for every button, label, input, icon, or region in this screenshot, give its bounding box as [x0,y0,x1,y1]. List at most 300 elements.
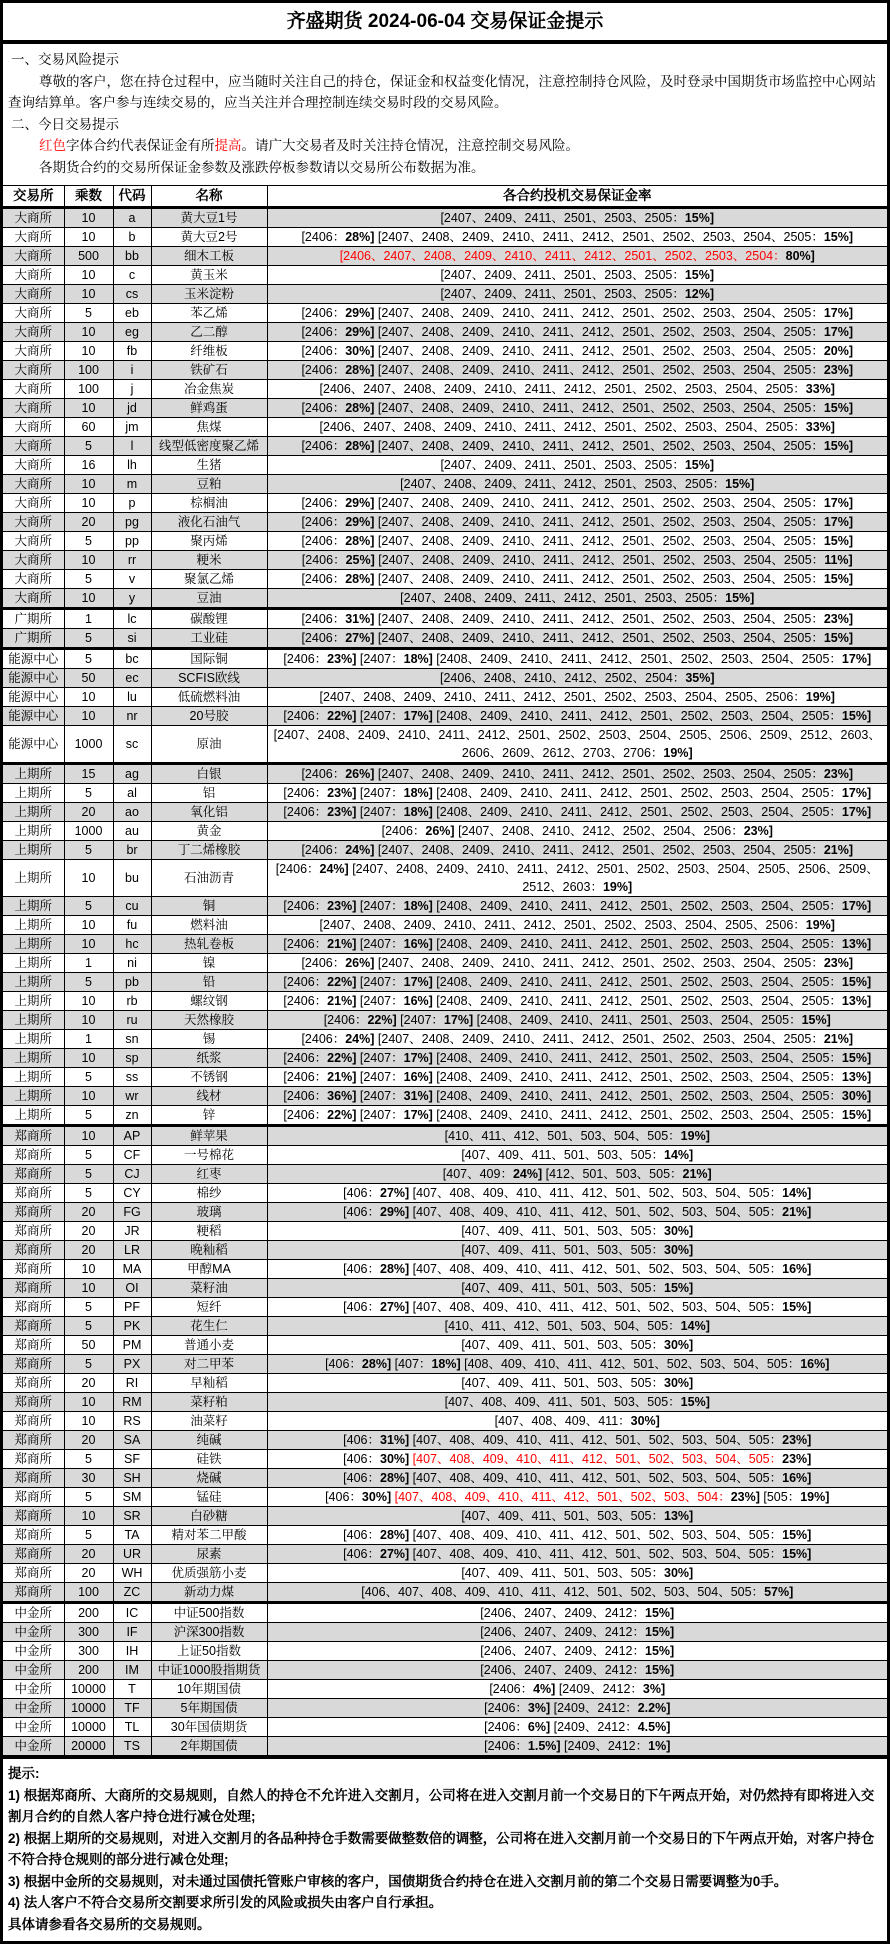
rate-segment: [2407：17%] [359,709,433,723]
multiplier-cell: 10 [64,1049,113,1068]
exchange-cell: 上期所 [3,764,64,784]
table-row [3,1661,887,1680]
rate-segment: [2406：22%] [283,1108,357,1122]
code-cell: c [113,266,151,285]
margin-rate-cell [267,513,887,532]
exchange-cell: 上期所 [3,1106,64,1126]
exchange-cell: 上期所 [3,803,64,822]
risk-section-title: 一、交易风险提示 [11,52,119,67]
name-cell: 豆粕 [151,475,267,494]
table-row [3,1699,887,1718]
margin-rate-cell [267,1184,887,1203]
rate-segment: [407、409、411、501、503、505：14%] [461,1148,694,1162]
table-row [3,1526,887,1545]
table-row [3,1184,887,1203]
name-cell: 锡 [151,1030,267,1049]
table-row [3,1011,887,1030]
page-title: 齐盛期货 2024-06-04 交易保证金提示 [3,3,887,44]
name-cell: 镍 [151,954,267,973]
margin-rate-cell [267,1126,887,1146]
margin-rate-cell [267,841,887,860]
multiplier-cell: 10 [64,323,113,342]
table-row [3,1146,887,1165]
table-row [3,266,887,285]
table-row [3,954,887,973]
table-row [3,1030,887,1049]
multiplier-cell: 20 [64,1241,113,1260]
exchange-cell: 郑商所 [3,1355,64,1374]
margin-rate-cell [267,1583,887,1603]
rate-segment: [407、409、411、501、503、505：15%] [461,1281,694,1295]
table-row [3,1431,887,1450]
rate-segment: [2407、2409、2411、2501、2503、2505：12%] [440,287,715,301]
name-cell: 优质强筋小麦 [151,1564,267,1583]
exchange-cell: 能源中心 [3,688,64,707]
rate-segment: [2407：16%] [359,1070,433,1084]
exchange-cell: 郑商所 [3,1184,64,1203]
code-cell: WH [113,1564,151,1583]
code-cell: wr [113,1087,151,1106]
rate-segment: [2406：22%] [283,975,357,989]
rate-segment: [2406：1.5%] [484,1739,561,1753]
code-cell: MA [113,1260,151,1279]
rate-segment: [2407、2409、2411、2501、2503、2505：15%] [440,458,715,472]
code-cell: SA [113,1431,151,1450]
code-cell: T [113,1680,151,1699]
table-row [3,784,887,803]
multiplier-cell: 10 [64,707,113,726]
rate-segment: [2406：26%] [381,824,455,838]
rate-segment: [407、408、409、410、411、412、501、502、503、504、505：15%] [412,1528,812,1542]
rate-segment: [2407、2408、2409、2410、2411、2412、2501、2502、2503、2504、2505：23%] [377,612,854,626]
rate-segment: [2408、2409、2410、2411、2412、2501、2502、2503、2504、2505：30%] [436,1089,872,1103]
rate-segment: [2408、2409、2410、2411、2412、2501、2502、2503、2504、2505：17%] [436,786,872,800]
exchange-cell: 能源中心 [3,669,64,688]
exchange-cell: 大商所 [3,361,64,380]
margin-rate-cell [267,1431,887,1450]
margin-rate-cell [267,437,887,456]
rate-segment: [2406、2407、2409、2412：15%] [480,1606,675,1620]
margin-table-header [3,186,887,208]
exchange-cell: 郑商所 [3,1526,64,1545]
rate-segment: [406：30%] [343,1452,410,1466]
multiplier-cell: 10 [64,1412,113,1431]
exchange-cell: 能源中心 [3,726,64,764]
exchange-cell: 大商所 [3,380,64,399]
rate-segment: [2407、2408、2409、2410、2411、2412、2501、2502、2503、2504、2505：17%] [377,496,854,510]
rate-segment: [410、411、412、501、503、504、505：19%] [444,1129,710,1143]
multiplier-cell: 10 [64,916,113,935]
multiplier-cell: 5 [64,629,113,649]
margin-rate-cell [267,589,887,609]
table-row [3,1737,887,1756]
multiplier-cell: 200 [64,1661,113,1680]
exchange-cell: 中金所 [3,1642,64,1661]
code-cell: cu [113,897,151,916]
table-row [3,1165,887,1184]
multiplier-cell: 10000 [64,1680,113,1699]
table-row [3,1049,887,1068]
name-cell: 黄玉米 [151,266,267,285]
multiplier-cell: 10 [64,688,113,707]
code-cell: PX [113,1355,151,1374]
margin-rate-cell [267,764,887,784]
rate-segment: [2407、2408、2409、2410、2411、2412、2501、2502、2503、2504、2505：15%] [377,230,854,244]
name-cell: 低硫燃料油 [151,688,267,707]
margin-rate-cell [267,1737,887,1756]
table-row [3,649,887,669]
code-cell: hc [113,935,151,954]
multiplier-cell: 500 [64,247,113,266]
code-cell: si [113,629,151,649]
rate-segment: [2408、2409、2410、2411、2412、2501、2502、2503、2504、2505：13%] [436,994,872,1008]
exchange-cell: 郑商所 [3,1412,64,1431]
multiplier-cell: 5 [64,1068,113,1087]
note-text: 提高 [214,138,242,153]
code-cell: au [113,822,151,841]
code-cell: lh [113,456,151,475]
code-cell: lu [113,688,151,707]
rate-segment: [407、409、411、501、503、505：30%] [461,1376,694,1390]
name-cell: 聚丙烯 [151,532,267,551]
code-cell: RI [113,1374,151,1393]
name-cell: 石油沥青 [151,860,267,897]
multiplier-cell: 5 [64,841,113,860]
margin-rate-cell [267,649,887,669]
table-row [3,437,887,456]
exchange-cell: 郑商所 [3,1450,64,1469]
margin-rate-cell [267,551,887,570]
intro-section [3,44,887,185]
margin-rate-cell [267,822,887,841]
rate-segment: [406：27%] [343,1547,410,1561]
margin-rate-cell [267,361,887,380]
name-cell: 线材 [151,1087,267,1106]
exchange-cell: 大商所 [3,228,64,247]
code-cell: PF [113,1298,151,1317]
exchange-cell: 大商所 [3,266,64,285]
rate-segment: [407、408、409、411：30%] [494,1414,660,1428]
exchange-cell: 郑商所 [3,1564,64,1583]
code-cell: eb [113,304,151,323]
name-cell: 玉米淀粉 [151,285,267,304]
name-cell: 鲜苹果 [151,1126,267,1146]
code-cell: IC [113,1603,151,1623]
rate-segment: [2406：21%] [283,994,357,1008]
margin-rate-cell [267,570,887,589]
multiplier-cell: 300 [64,1623,113,1642]
name-cell: 精对苯二甲酸 [151,1526,267,1545]
name-cell: 聚氯乙烯 [151,570,267,589]
exchange-cell: 郑商所 [3,1222,64,1241]
table-row [3,1623,887,1642]
code-cell: bb [113,247,151,266]
code-cell: m [113,475,151,494]
code-cell: RS [113,1412,151,1431]
code-cell: a [113,208,151,228]
rate-segment: [2406：25%] [301,553,375,567]
exchange-cell: 大商所 [3,513,64,532]
exchange-cell: 大商所 [3,494,64,513]
margin-rate-cell [267,860,887,897]
table-row [3,1279,887,1298]
name-cell: 黄大豆1号 [151,208,267,228]
multiplier-cell: 20 [64,1545,113,1564]
rate-segment: [2406：23%] [283,786,357,800]
name-cell: 中证500指数 [151,1603,267,1623]
code-cell: sp [113,1049,151,1068]
multiplier-cell: 60 [64,418,113,437]
name-cell: 铅 [151,973,267,992]
rate-segment: [2406：29%] [301,515,375,529]
rate-segment: [407、409、411、501、503、505：30%] [461,1566,694,1580]
margin-rate-cell [267,494,887,513]
exchange-cell: 广期所 [3,609,64,629]
multiplier-cell: 30 [64,1469,113,1488]
table-row [3,726,887,764]
name-cell: 国际铜 [151,649,267,669]
margin-table [3,185,887,1756]
rate-segment: [407、408、409、411、501、503、505：15%] [444,1395,710,1409]
multiplier-cell: 10000 [64,1699,113,1718]
multiplier-cell: 10 [64,266,113,285]
multiplier-cell: 5 [64,784,113,803]
table-row [3,1222,887,1241]
exchange-cell: 上期所 [3,992,64,1011]
code-cell: sc [113,726,151,764]
name-cell: 苯乙烯 [151,304,267,323]
name-cell: 2年期国债 [151,1737,267,1756]
exchange-cell: 大商所 [3,342,64,361]
multiplier-cell: 10 [64,551,113,570]
rate-segment: [407、408、409、410、411、412、501、502、503、504、505：16%] [412,1471,812,1485]
multiplier-cell: 5 [64,1526,113,1545]
rate-segment: [2406、2407、2408、2409、2410、2411、2412、2501、2502、2503、2504、2505：33%] [319,420,835,434]
multiplier-cell: 10 [64,1507,113,1526]
table-row [3,1718,887,1737]
rate-segment: [407、409、411、501、503、505：13%] [461,1509,694,1523]
multiplier-cell: 10 [64,935,113,954]
margin-rate-cell [267,1526,887,1545]
margin-rate-cell [267,954,887,973]
margin-rate-cell [267,1699,887,1718]
table-row [3,1507,887,1526]
table-row [3,822,887,841]
table-row [3,1680,887,1699]
margin-rate-cell [267,688,887,707]
name-cell: 纸浆 [151,1049,267,1068]
exchange-cell: 上期所 [3,1011,64,1030]
table-row [3,1450,887,1469]
rate-segment: [2407：18%] [359,805,433,819]
code-cell: nr [113,707,151,726]
margin-rate-cell [267,726,887,764]
code-cell: TF [113,1699,151,1718]
exchange-cell: 郑商所 [3,1298,64,1317]
name-cell: 工业硅 [151,629,267,649]
margin-rate-cell [267,803,887,822]
table-row [3,897,887,916]
rate-segment: [2407、2408、2409、2410、2411、2412、2501、2502、2503、2504、2505、2506、2509、2512、2603、2606、2609、2612、2703、2706：19%] [273,728,881,760]
table-row [3,1488,887,1507]
rate-segment: [2406：31%] [301,612,375,626]
multiplier-cell: 10 [64,1393,113,1412]
code-cell: lc [113,609,151,629]
name-cell: 短纤 [151,1298,267,1317]
table-row [3,1603,887,1623]
table-row [3,1336,887,1355]
rate-segment: [2408、2409、2410、2411、2412、2501、2502、2503、2504、2505：17%] [436,899,872,913]
table-row [3,973,887,992]
exchange-cell: 郑商所 [3,1374,64,1393]
exchange-cell: 郑商所 [3,1317,64,1336]
margin-rate-cell [267,247,887,266]
table-row [3,1241,887,1260]
column-header-exchange: 交易所 [3,186,64,208]
code-cell: RM [113,1393,151,1412]
table-row [3,589,887,609]
risk-paragraph: 尊敬的客户，您在持仓过程中，应当随时关注自己的持仓，保证金和权益变化情况，注意控制持仓风险，及时登录中国期货市场监控中心网站查询结算单。客户参与连续交易的，应当关注并合理控制连续交易时段的交易风险。 [8,73,876,110]
margin-rate-cell [267,1165,887,1184]
table-row [3,570,887,589]
rate-segment: [2407、2408、2409、2410、2411、2412、2501、2502、2503、2504、2505、2506：19%] [319,690,835,704]
rate-segment: [2409、2412：2.2%] [553,1701,671,1715]
multiplier-cell: 1000 [64,726,113,764]
multiplier-cell: 5 [64,1488,113,1507]
exchange-cell: 上期所 [3,954,64,973]
name-cell: 玻璃 [151,1203,267,1222]
multiplier-cell: 20 [64,803,113,822]
table-row [3,323,887,342]
margin-rate-cell [267,1203,887,1222]
multiplier-cell: 5 [64,897,113,916]
name-cell: 粳稻 [151,1222,267,1241]
multiplier-cell: 5 [64,1184,113,1203]
table-row [3,841,887,860]
table-row [3,285,887,304]
margin-rate-cell [267,629,887,649]
code-cell: p [113,494,151,513]
code-cell: TL [113,1718,151,1737]
exchange-cell: 中金所 [3,1661,64,1680]
name-cell: 红枣 [151,1165,267,1184]
rate-segment: [406：27%] [343,1186,410,1200]
code-cell: fb [113,342,151,361]
exchange-cell: 郑商所 [3,1165,64,1184]
name-cell: 棕榈油 [151,494,267,513]
margin-table-body [3,208,887,1756]
table-row [3,1126,887,1146]
table-row [3,1564,887,1583]
rate-segment: [2406：21%] [283,937,357,951]
rate-segment: [2407、2408、2409、2410、2411、2412、2501、2502、2503、2504、2505：17%] [377,515,854,529]
margin-rate-cell [267,897,887,916]
rate-segment: [2406：23%] [283,899,357,913]
code-cell: ni [113,954,151,973]
rate-segment: [407、408、409、410、411、412、501、502、503、504、505：15%] [412,1300,812,1314]
margin-rate-cell [267,304,887,323]
code-cell: CY [113,1184,151,1203]
name-cell: 黄大豆2号 [151,228,267,247]
margin-rate-cell [267,228,887,247]
name-cell: 燃料油 [151,916,267,935]
name-cell: 菜籽粕 [151,1393,267,1412]
multiplier-cell: 5 [64,649,113,669]
name-cell: 沪深300指数 [151,1623,267,1642]
code-cell: rb [113,992,151,1011]
rate-segment: [2407：16%] [359,994,433,1008]
margin-rate-cell [267,399,887,418]
multiplier-cell: 10 [64,1011,113,1030]
name-cell: 纯碱 [151,1431,267,1450]
margin-rate-cell [267,1106,887,1126]
code-cell: pb [113,973,151,992]
margin-rate-cell [267,1241,887,1260]
multiplier-cell: 20000 [64,1737,113,1756]
name-cell: 纤维板 [151,342,267,361]
table-row [3,342,887,361]
multiplier-cell: 5 [64,570,113,589]
table-row [3,669,887,688]
rate-segment: [410、411、412、501、503、504、505：14%] [444,1319,710,1333]
multiplier-cell: 10 [64,1126,113,1146]
name-cell: 铜 [151,897,267,916]
name-cell: 10年期国债 [151,1680,267,1699]
code-cell: y [113,589,151,609]
multiplier-cell: 20 [64,1374,113,1393]
rate-segment: [2406：29%] [301,306,375,320]
name-cell: 不锈钢 [151,1068,267,1087]
code-cell: AP [113,1126,151,1146]
exchange-cell: 郑商所 [3,1126,64,1146]
rate-segment: [406：27%] [343,1300,410,1314]
exchange-cell: 上期所 [3,860,64,897]
footer-note-line: 具体请参看各交易所的交易规则。 [8,1916,211,1932]
footer-note-line: 2) 根据上期所的交易规则，对进入交割月的各品种持仓手数需要做整数倍的调整，公司将在进入交割月前一个交易日的下午两点开始，对客户持仓不符合持仓规则的部分进行减仓处理; [8,1830,875,1867]
code-cell: pg [113,513,151,532]
multiplier-cell: 10 [64,860,113,897]
code-cell: rr [113,551,151,570]
note-text: 红色 [39,138,66,153]
code-cell: bc [113,649,151,669]
name-cell: 铁矿石 [151,361,267,380]
rate-segment: [2407、2408、2409、2410、2411、2412、2501、2502、2503、2504、2505：15%] [377,631,854,645]
code-cell: IH [113,1642,151,1661]
rate-segment: [2407、2408、2409、2410、2411、2412、2501、2502、2503、2504、2505：15%] [377,534,854,548]
rate-segment: [2406、2407、2409、2412：15%] [480,1644,675,1658]
multiplier-cell: 20 [64,513,113,532]
rate-segment: [2406：29%] [301,325,375,339]
code-cell: SR [113,1507,151,1526]
rate-segment: [406：28%] [343,1262,410,1276]
multiplier-cell: 5 [64,437,113,456]
exchange-cell: 郑商所 [3,1469,64,1488]
rate-segment: [2407、2408、2409、2410、2411、2412、2501、2502、2503、2504、2505：23%] [377,956,854,970]
multiplier-cell: 10 [64,342,113,361]
rate-segment: [406：28%] [343,1528,410,1542]
rate-segment: [2406：24%] [301,1032,375,1046]
code-cell: ao [113,803,151,822]
table-row [3,1317,887,1336]
multiplier-cell: 15 [64,764,113,784]
exchange-cell: 上期所 [3,784,64,803]
rate-segment: [2408、2409、2410、2411、2412、2501、2502、2503、2504、2505：15%] [436,1108,872,1122]
code-cell: IM [113,1661,151,1680]
rate-segment: [2406：23%] [283,652,357,666]
multiplier-cell: 300 [64,1642,113,1661]
table-row [3,916,887,935]
rate-segment: [2407：17%] [359,1051,433,1065]
